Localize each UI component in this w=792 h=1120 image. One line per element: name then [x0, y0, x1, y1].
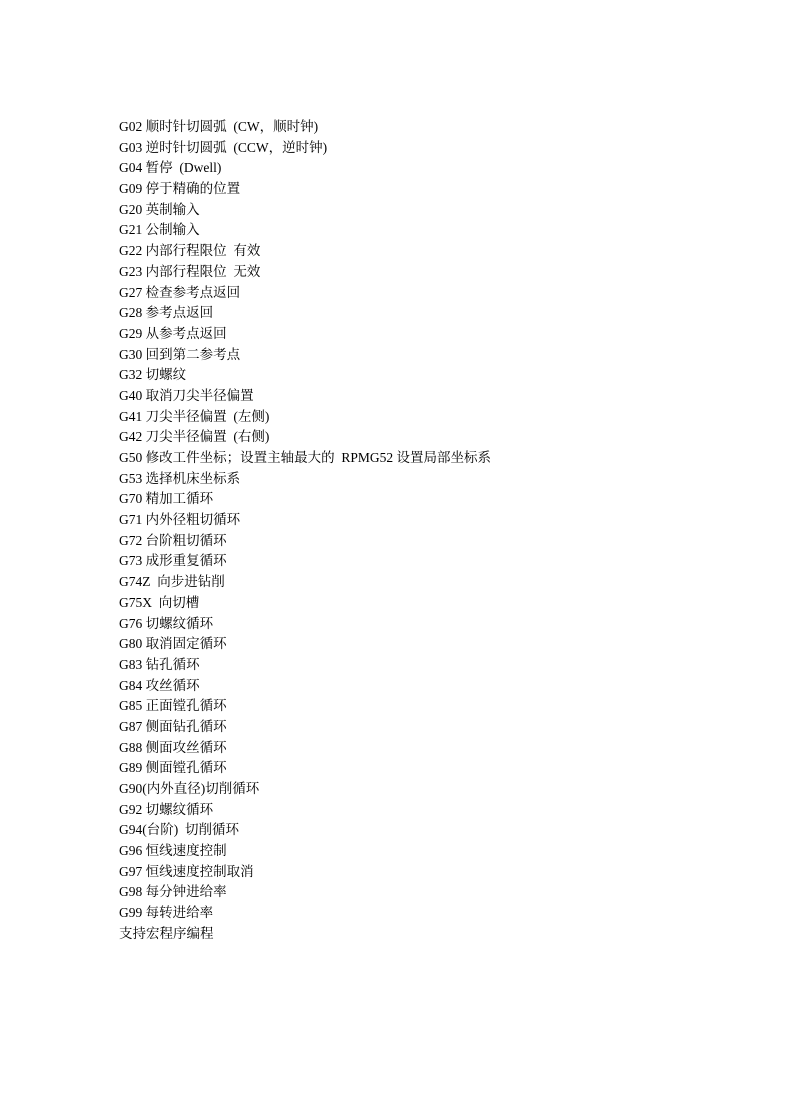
text-line: G23 内部行程限位 无效 [119, 263, 261, 279]
text-line: 支持宏程序编程 [119, 925, 214, 941]
text-line: G40 取消刀尖半径偏置 [119, 387, 254, 403]
text-line: G89 侧面镗孔循环 [119, 760, 227, 776]
text-line: G09 停于精确的位置 [119, 181, 241, 197]
text-line: G80 取消固定循环 [119, 636, 227, 652]
text-line: G27 检查参考点返回 [119, 284, 241, 300]
text-line: G53 选择机床坐标系 [119, 470, 241, 486]
text-line: G32 切螺纹 [119, 367, 187, 383]
text-line: G85 正面镗孔循环 [119, 698, 227, 714]
text-line: G94(台阶) 切削循环 [119, 822, 239, 838]
text-line: G22 内部行程限位 有效 [119, 243, 261, 259]
text-line: G87 侧面钻孔循环 [119, 718, 227, 734]
text-line: G92 切螺纹循环 [119, 801, 214, 817]
text-line: G72 台阶粗切循环 [119, 532, 227, 548]
text-line: G83 钻孔循环 [119, 656, 200, 672]
text-line: G04 暂停 (Dwell) [119, 160, 222, 176]
text-line: G84 攻丝循环 [119, 677, 200, 693]
text-line: G50 修改工件坐标；设置主轴最大的 RPMG52 设置局部坐标系 [119, 450, 492, 465]
text-line: G30 回到第二参考点 [119, 346, 241, 362]
text-line: G02 顺时针切圆弧 (CW，顺时钟) [119, 119, 319, 134]
text-line: G03 逆时针切圆弧 (CCW，逆时钟) [119, 139, 328, 155]
text-line: G41 刀尖半径偏置 (左侧) [119, 408, 270, 424]
text-line: G28 参考点返回 [119, 305, 214, 321]
text-line: G42 刀尖半径偏置 (右侧) [119, 429, 270, 445]
text-line: G96 恒线速度控制 [119, 843, 227, 859]
text-line: G71 内外径粗切循环 [119, 512, 241, 528]
text-line: G21 公制输入 [119, 222, 200, 238]
text-line: G75X 向切槽 [119, 594, 200, 610]
text-line: G74Z 向步进钻削 [119, 574, 225, 590]
text-line: G29 从参考点返回 [119, 325, 227, 341]
text-line: G76 切螺纹循环 [119, 615, 214, 631]
text-line: G70 精加工循环 [119, 491, 214, 507]
text-line: G97 恒线速度控制取消 [119, 863, 254, 879]
text-line: G99 每转进给率 [119, 905, 214, 921]
text-line: G90(内外直径)切削循环 [119, 781, 260, 796]
text-line: G20 英制输入 [119, 201, 200, 217]
gcode-list [119, 117, 759, 945]
text-line: G88 侧面攻丝循环 [119, 739, 227, 755]
text-line: G98 每分钟进给率 [119, 884, 227, 900]
text-line: G73 成形重复循环 [119, 553, 227, 569]
